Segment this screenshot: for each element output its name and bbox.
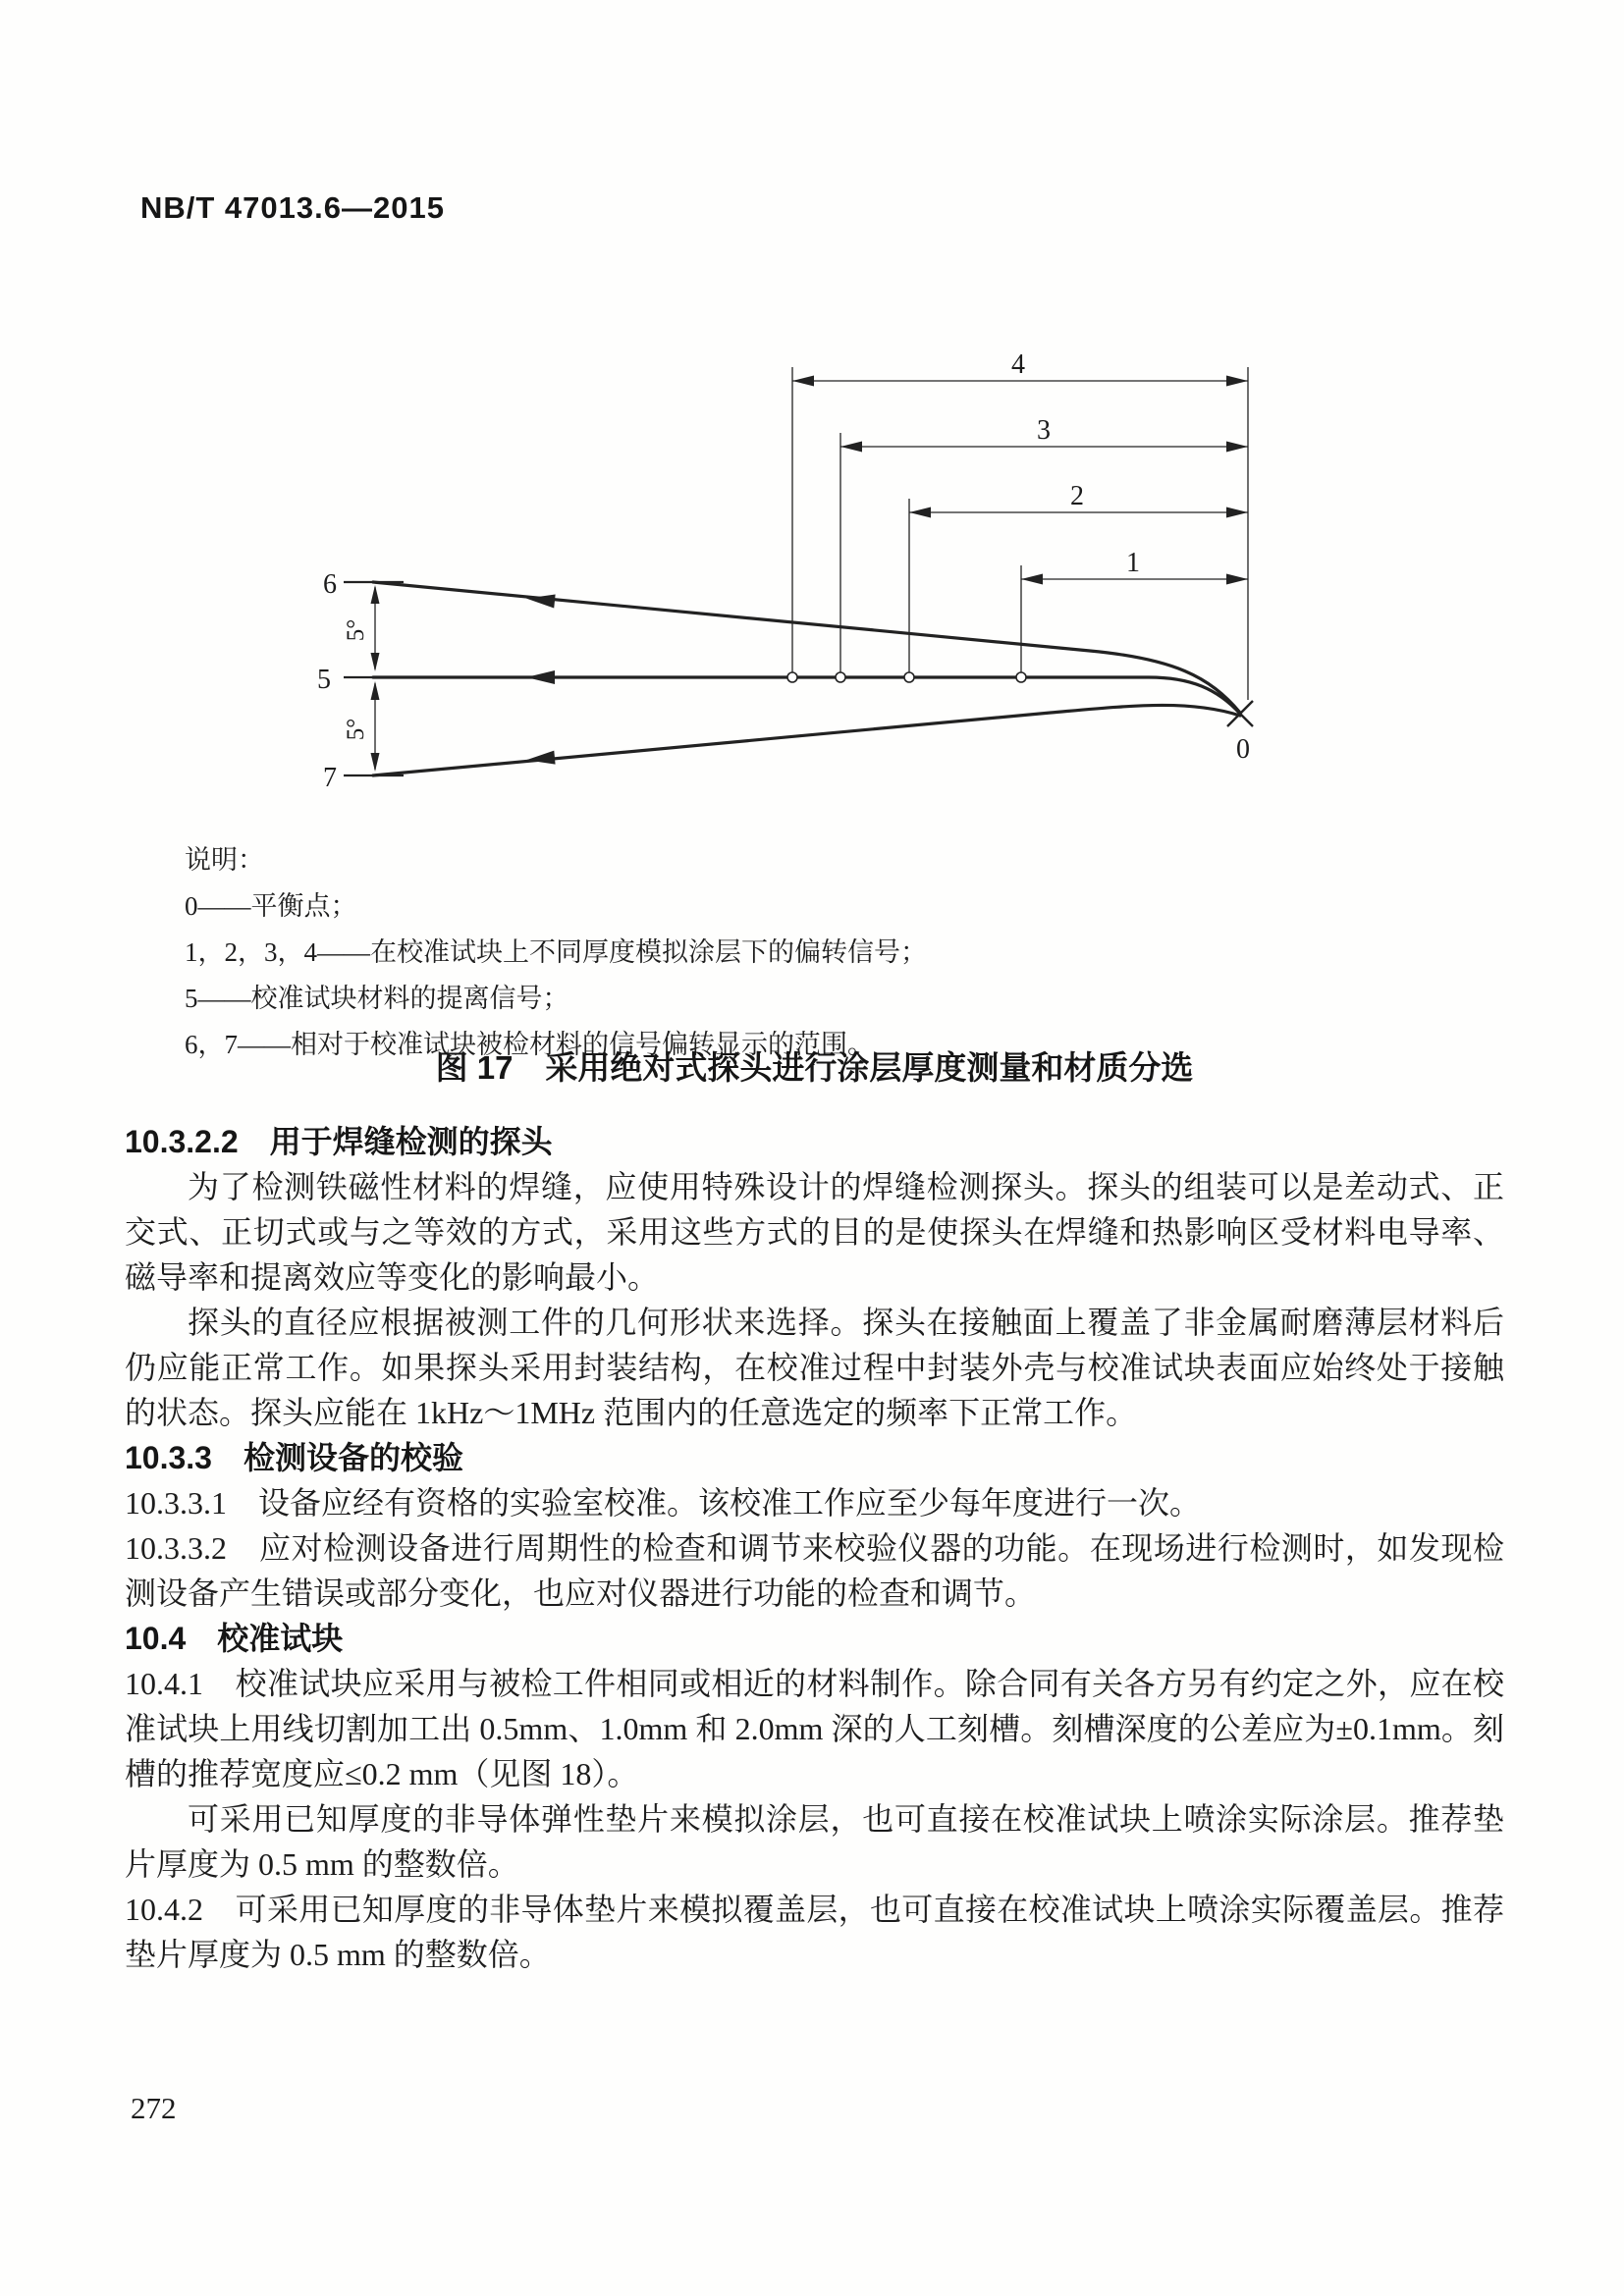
signal-arrowheads	[525, 592, 555, 768]
signal-trace-6	[373, 582, 1240, 713]
clause-heading-10-4: 10.4 校准试块	[125, 1621, 344, 1656]
paragraph: 10.4.2 可采用已知厚度的非导体垫片来模拟覆盖层，也可直接在校准试块上喷涂实际覆盖层。推荐垫片厚度为 0.5 mm 的整数倍。	[125, 1892, 1504, 1972]
legend-item-0: 0——平衡点；	[185, 891, 357, 921]
legend-item-1: 1，2，3，4——在校准试块上不同厚度模拟涂层下的偏转信号；	[185, 937, 927, 967]
dim-label-4: 4	[1011, 349, 1025, 380]
dimension-lines	[792, 381, 1248, 579]
signal-label-5: 5	[317, 665, 331, 695]
legend-item-3: 6，7——相对于校准试块被检材料的信号偏转显示的范围。	[185, 1030, 874, 1059]
legend-title: 说明：	[185, 845, 264, 875]
signal-label-6: 6	[323, 569, 337, 600]
angle-label-upper: 5°	[343, 618, 369, 642]
figure-legend	[185, 811, 1412, 1068]
dim-label-3: 3	[1037, 415, 1051, 446]
body-text	[125, 1119, 1504, 1977]
paragraph: 探头的直径应根据被测工件的几何形状来选择。探头在接触面上覆盖了非金属耐磨薄层材料后仍应能正常工作。如果探头采用封装结构，在校准过程中封装外壳与校准试块表面应始终处于接触的状态。探头应能在 1kHz～1MHz 范围内的任意选定的频率下正常工作。	[125, 1305, 1504, 1430]
clause-heading-10-3-2-2: 10.3.2.2 用于焊缝检测的探头	[125, 1124, 553, 1159]
figure-17-svg	[275, 334, 1551, 805]
figure-17-diagram	[275, 334, 1551, 805]
paragraph: 10.3.3.1 设备应经有资格的实验室校准。该校准工作应至少每年度进行一次。	[125, 1485, 1202, 1521]
dim-label-1: 1	[1126, 548, 1140, 578]
extension-lines	[792, 367, 1248, 700]
signal-trace-7	[373, 705, 1240, 775]
standard-number-header: NB/T 47013.6—2015	[140, 190, 445, 225]
paragraph: 可采用已知厚度的非导体弹性垫片来模拟涂层，也可直接在校准试块上喷涂实际涂层。推荐垫片厚度为 0.5 mm 的整数倍。	[125, 1801, 1504, 1882]
legend-item-2: 5——校准试块材料的提离信号；	[185, 984, 569, 1013]
paragraph: 10.4.1 校准试块应采用与被检工件相同或相近的材料制作。除合同有关各方另有约定之外，应在校准试块上用线切割加工出 0.5mm、1.0mm 和 2.0mm 深的人工刻槽。刻槽深度的公差应为±0.1mm。刻槽的推荐宽度应≤0.2 mm（见图 18）。	[125, 1666, 1504, 1791]
angle-label-lower: 5°	[343, 718, 369, 741]
paragraph: 为了检测铁磁性材料的焊缝，应使用特殊设计的焊缝检测探头。探头的组装可以是差动式、正交式、正切式或与之等效的方式，采用这些方式的目的是使探头在焊缝和热影响区受材料电导率、磁导率和提离效应等变化的影响最小。	[125, 1169, 1504, 1295]
signal-traces	[373, 582, 1240, 775]
figure-caption: 图 17 采用绝对式探头进行涂层厚度测量和材质分选	[435, 1049, 1194, 1086]
dimension-arrowheads	[792, 376, 1248, 585]
balance-point-label: 0	[1236, 734, 1250, 765]
signal-label-7: 7	[323, 763, 337, 793]
paragraph: 10.3.3.2 应对检测设备进行周期性的检查和调节来校验仪器的功能。在现场进行检测时，如发现检测设备产生错误或部分变化，也应对仪器进行功能的检查和调节。	[125, 1530, 1504, 1611]
clause-heading-10-3-3: 10.3.3 检测设备的校验	[125, 1440, 463, 1475]
page-number: 272	[131, 2091, 177, 2125]
dim-label-2: 2	[1070, 481, 1084, 511]
